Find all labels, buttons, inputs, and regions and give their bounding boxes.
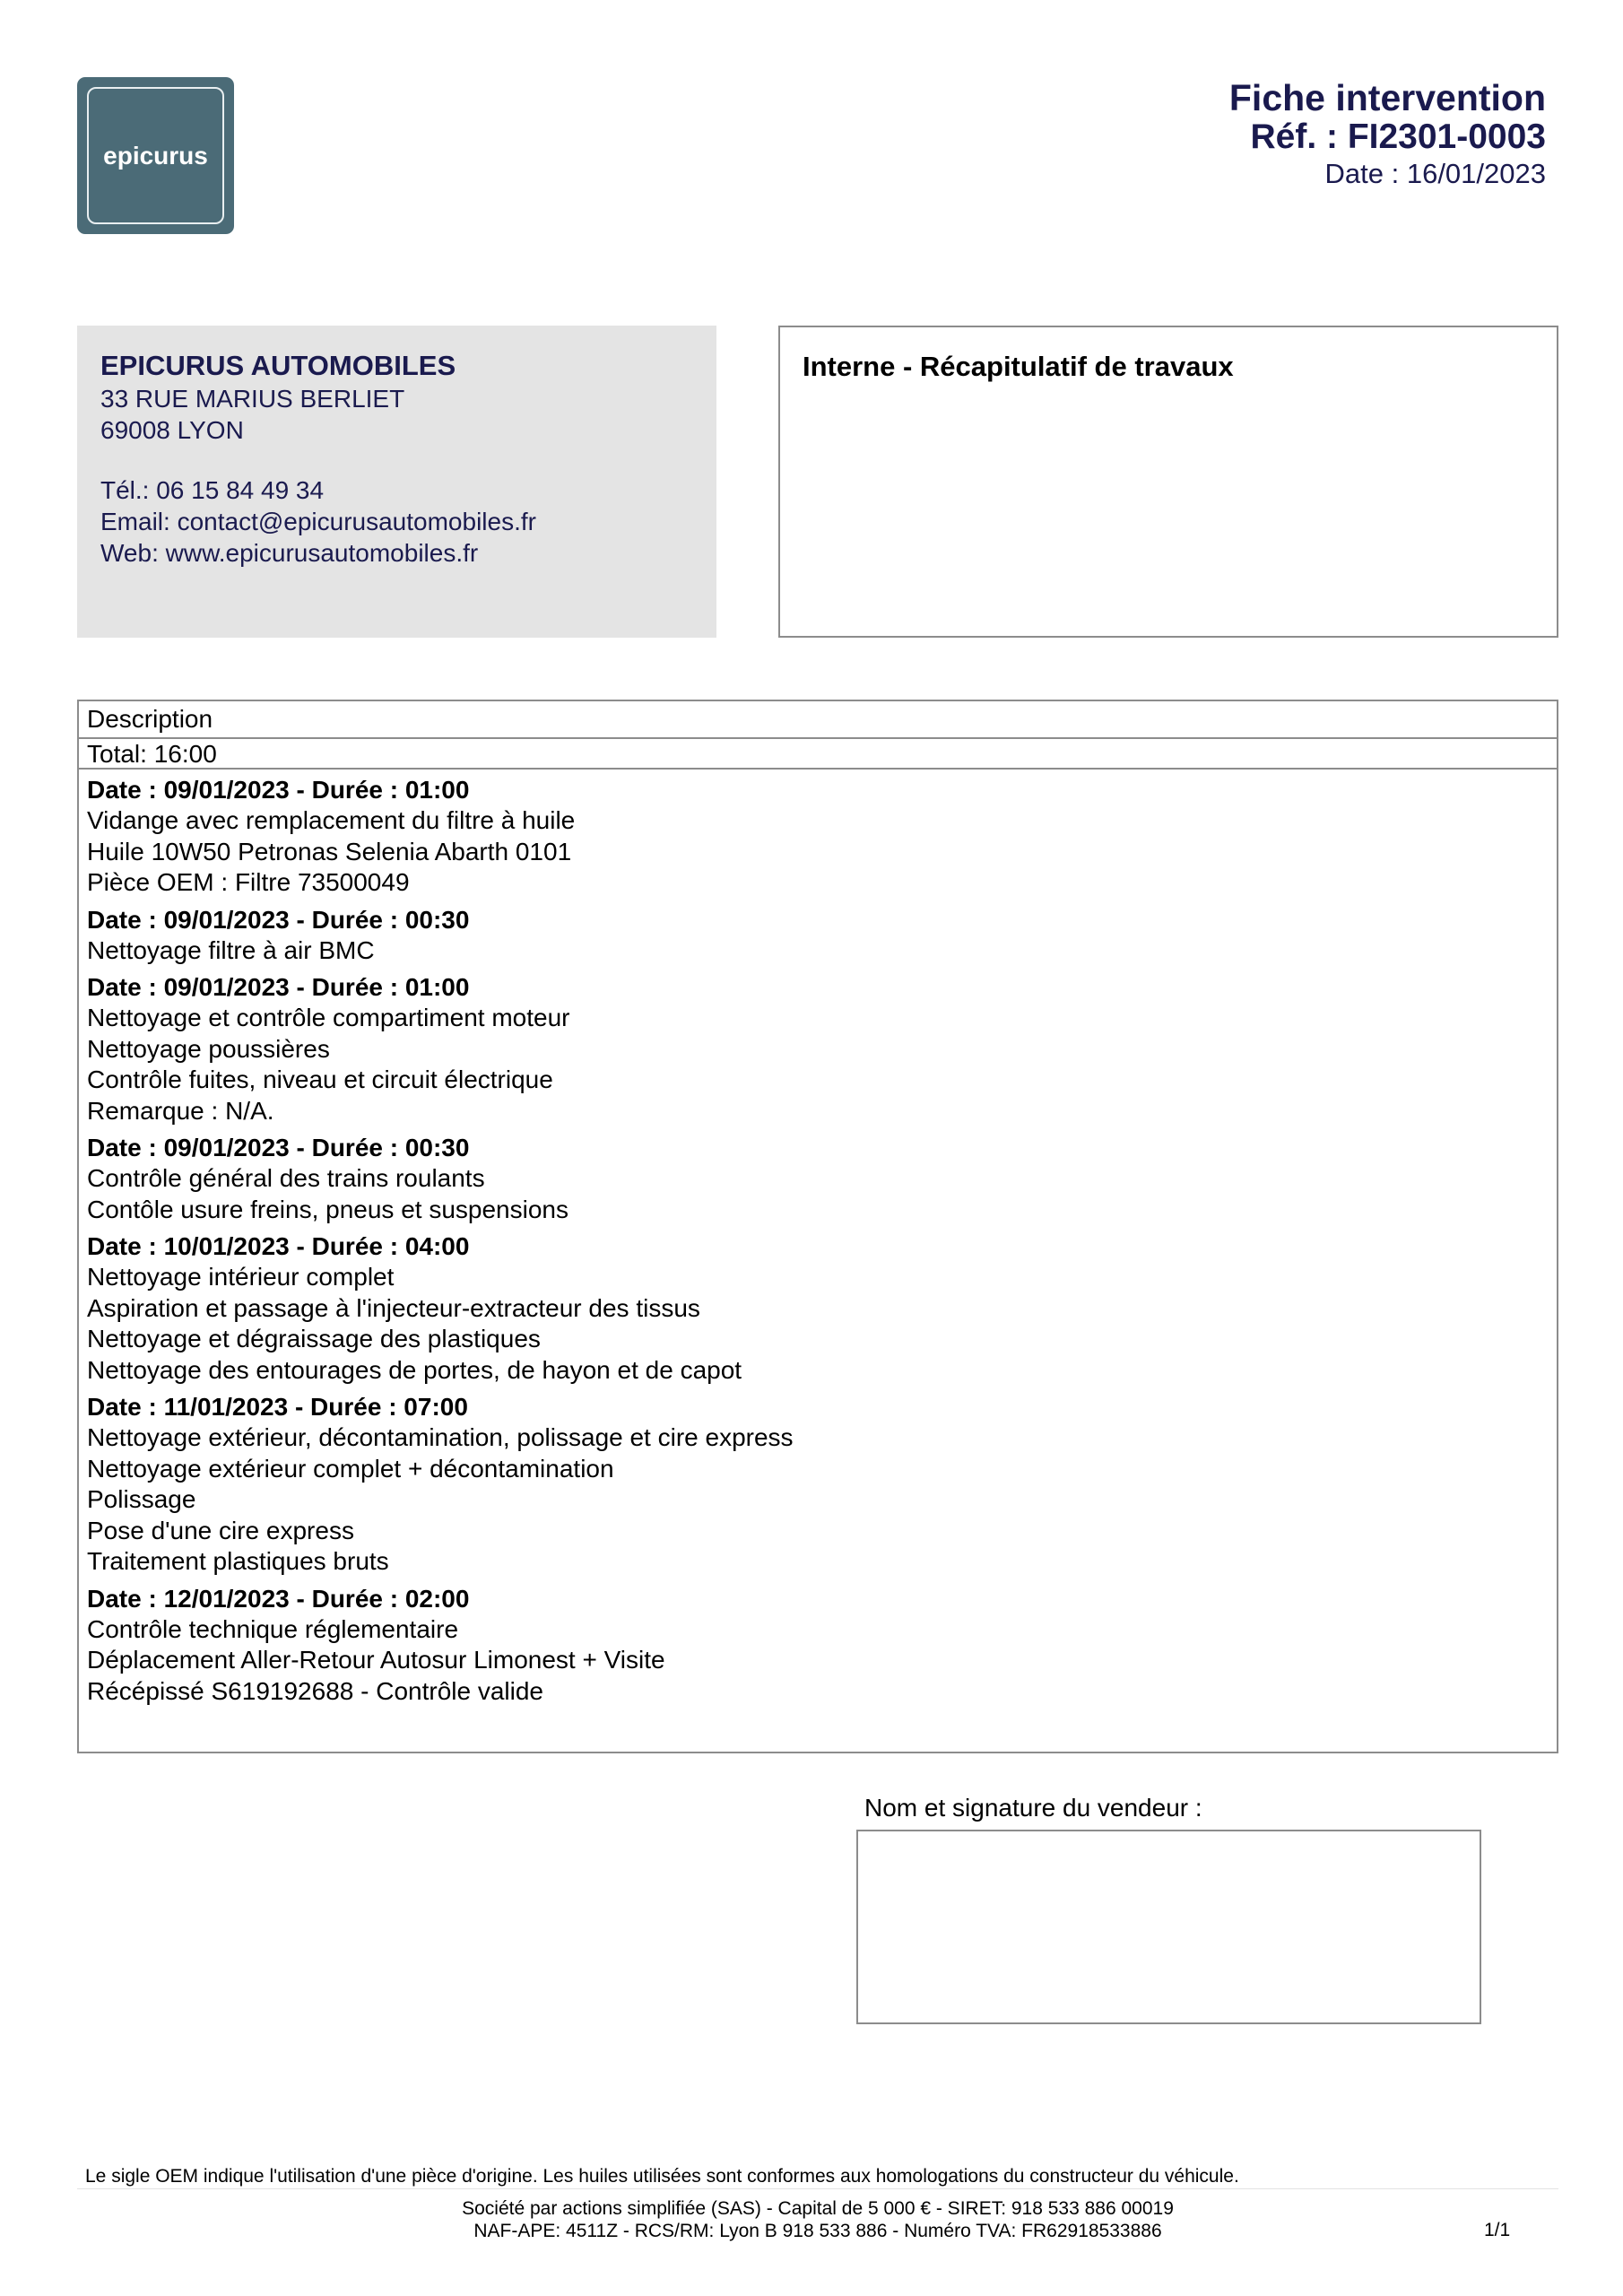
entry-line: Pose d'une cire express	[87, 1516, 354, 1544]
entry-line: Remarque : N/A.	[87, 1096, 274, 1125]
entry-heading: Date : 12/01/2023 - Durée : 02:00	[87, 1584, 470, 1613]
sender-name: EPICURUS AUTOMOBILES	[100, 350, 456, 381]
signature-box[interactable]	[856, 1830, 1481, 2024]
entry-line: Nettoyage et contrôle compartiment moteur	[87, 1004, 570, 1031]
entry-line: Vidange avec remplacement du filtre à huile	[87, 806, 576, 834]
entry-line: Nettoyage intérieur complet	[87, 1263, 395, 1291]
entry-line: Pièce OEM : Filtre 73500049	[87, 868, 410, 896]
entry-heading: Date : 10/01/2023 - Durée : 04:00	[87, 1232, 470, 1260]
intervention-entry	[87, 1584, 1549, 1708]
document-header	[1229, 77, 1546, 192]
description-table	[77, 700, 1558, 1753]
entry-heading: Date : 09/01/2023 - Durée : 00:30	[87, 905, 470, 934]
footer-note: Le sigle OEM indique l'utilisation d'une pièce d'origine. Les huiles utilisées sont conformes aux homologations du constructeur du véhicule.	[85, 2166, 1239, 2187]
entry-line: Nettoyage filtre à air BMC	[87, 935, 375, 964]
entry-heading: Date : 11/01/2023 - Durée : 07:00	[87, 1393, 468, 1421]
table-total: Total: 16:00	[79, 739, 1557, 770]
footer-divider	[77, 2188, 1558, 2189]
table-header: Description	[79, 701, 1557, 739]
company-logo	[77, 77, 234, 234]
entry-line: Nettoyage et dégraissage des plastiques	[87, 1325, 541, 1352]
intervention-entry	[87, 1133, 1549, 1225]
document-ref: Réf. : FI2301-0003	[1250, 117, 1546, 156]
document-date: Date : 16/01/2023	[1324, 158, 1546, 189]
recipient-title: Interne - Récapitulatif de travaux	[803, 351, 1234, 382]
intervention-entry	[87, 905, 1549, 967]
footer-legal-line1: Société par actions simplifiée (SAS) - Capital de 5 000 € - SIRET: 918 533 886 00019	[462, 2198, 1174, 2219]
entry-line: Contrôle général des trains roulants	[87, 1164, 485, 1192]
entry-line: Nettoyage des entourages de portes, de hayon et de capot	[87, 1355, 742, 1384]
entry-heading: Date : 09/01/2023 - Durée : 00:30	[87, 1134, 470, 1161]
document-title: Fiche intervention	[1228, 77, 1546, 118]
entry-line: Huile 10W50 Petronas Selenia Abarth 0101	[87, 837, 572, 865]
entry-line: Traitement plastiques bruts	[87, 1547, 389, 1575]
sender-box	[77, 326, 716, 638]
signature-label: Nom et signature du vendeur :	[864, 1794, 1202, 1822]
entry-heading: Date : 09/01/2023 - Durée : 01:00	[87, 973, 470, 1001]
sender-email: Email: contact@epicurusautomobiles.fr	[100, 508, 536, 535]
sender-address-line1: 33 RUE MARIUS BERLIET	[100, 385, 405, 413]
entry-line: Récépissé S619192688 - Contrôle valide	[87, 1676, 543, 1705]
entry-line: Nettoyage extérieur, décontamination, polissage et cire express	[87, 1423, 794, 1451]
intervention-entry	[87, 775, 1549, 899]
entry-line: Polissage	[87, 1485, 196, 1513]
entry-line: Déplacement Aller-Retour Autosur Limonest + Visite	[87, 1646, 665, 1674]
sender-address-line2: 69008 LYON	[100, 416, 244, 444]
entries-list	[79, 770, 1557, 1707]
entry-line: Contrôle technique réglementaire	[87, 1614, 459, 1643]
entry-line: Contôle usure freins, pneus et suspensions	[87, 1195, 568, 1223]
page-number: 1/1	[1484, 2220, 1511, 2240]
logo-text: epicurus	[87, 87, 224, 224]
intervention-entry	[87, 1231, 1549, 1386]
entry-line: Nettoyage extérieur complet + décontamination	[87, 1454, 614, 1483]
entry-heading: Date : 09/01/2023 - Durée : 01:00	[87, 776, 470, 804]
entry-line: Aspiration et passage à l'injecteur-extracteur des tissus	[87, 1293, 700, 1322]
footer-legal	[77, 2197, 1558, 2242]
intervention-entry	[87, 1392, 1549, 1578]
recipient-box	[778, 326, 1558, 638]
footer-legal-line2: NAF-APE: 4511Z - RCS/RM: Lyon B 918 533 886 - Numéro TVA: FR62918533886	[473, 2221, 1162, 2241]
entry-line: Contrôle fuites, niveau et circuit électrique	[87, 1065, 553, 1093]
intervention-entry	[87, 972, 1549, 1126]
sender-website: Web: www.epicurusautomobiles.fr	[100, 539, 479, 567]
sender-phone: Tél.: 06 15 84 49 34	[100, 476, 325, 504]
entry-line: Nettoyage poussières	[87, 1034, 330, 1063]
